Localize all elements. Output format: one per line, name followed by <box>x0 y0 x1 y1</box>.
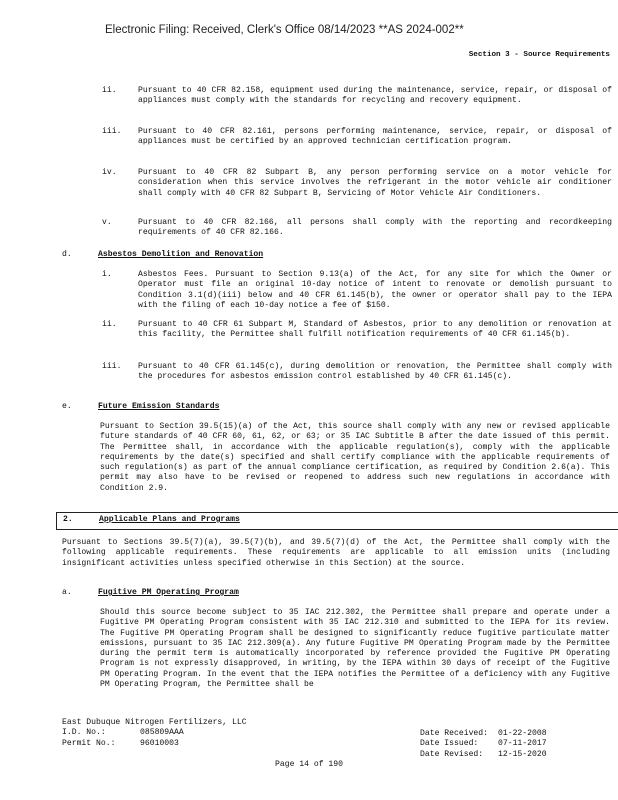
date-issued-row <box>420 739 547 749</box>
permit-number-row <box>62 739 247 749</box>
section-letter: a. <box>62 588 72 597</box>
section-number: 2. <box>63 515 73 524</box>
item-text: Pursuant to 40 CFR 82.158, equipment used during the maintenance, service, repair, or disposal of appliances must comply with the standards for recycling and recovery equipment. <box>138 86 612 106</box>
item-text: Pursuant to 40 CFR 82.161, persons performing maintenance, service, repair, or disposal of appliances must be certified by an approved technician certification program. <box>138 127 612 147</box>
item-number: iii. <box>102 362 122 371</box>
section-letter: d. <box>62 250 72 259</box>
section-a-text: Should this source become subject to 35 IAC 212.302, the Permittee shall prepare and operate under a Fugitive PM Operating Program consistent with 35 IAC 212.310 and submitted to the IEPA for its review. The Fugitive PM Operating Program shall be designed to significantly reduce fugitive particulate matter emissions, pursuant to 35 IAC 212.309(a). Any future Fugitive PM Operating Program made by the Permittee during the permit term is automatically incorporated by reference provided the Fugitive PM Operating Program is not expressly disapproved, in writing, by the IEPA within 30 days of receipt of the Fugitive PM Operating Program. In the event that the IEPA notifies the Permittee of a deficiency with any Fugitive PM Operating Program, the Permittee shall be <box>100 608 610 690</box>
id-number-row <box>62 728 247 738</box>
date-revised-value: 12-15-2020 <box>498 749 547 759</box>
filing-stamp: Electronic Filing: Received, Clerk's Office 08/14/2023 **AS 2024-002** <box>105 24 464 36</box>
item-text: Pursuant to 40 CFR 82.166, all persons shall comply with the reporting and recordkeeping requirements of 40 CFR 82.166. <box>138 218 612 238</box>
item-number: i. <box>102 270 112 279</box>
item-number: iii. <box>102 127 122 136</box>
section-header: Section 3 - Source Requirements <box>468 51 610 59</box>
section-title: Future Emission Standards <box>98 402 220 411</box>
section-2-box <box>56 512 618 530</box>
item-number: ii. <box>102 320 117 329</box>
section-title: Fugitive PM Operating Program <box>98 588 239 597</box>
item-number: ii. <box>102 86 117 95</box>
date-revised-row <box>420 750 547 760</box>
permit-value: 96010003 <box>140 738 179 748</box>
item-number: iv. <box>102 168 117 177</box>
page-number: Page 14 of 190 <box>275 760 343 769</box>
item-text: Pursuant to 40 CFR 82 Subpart B, any person performing service on a motor vehicle for consideration when this service involves the refrigerant in the motor vehicle air conditioner shall comply with 40 CFR 82 Subpart B, Servicing of Motor Vehicle Air Conditioners. <box>138 168 612 198</box>
company-name: East Dubuque Nitrogen Fertilizers, LLC <box>62 718 247 727</box>
date-received-value: 01-22-2008 <box>498 729 547 738</box>
section-2-intro: Pursuant to Sections 39.5(7)(a), 39.5(7)(b), and 39.5(7)(d) of the Act, the Permittee shall comply with the following applicable requirements. These requirements are applicable to all emission units (including insignificant activities unless specified otherwise in this Section) at the source. <box>62 538 610 568</box>
id-label: I.D. No.: <box>62 728 106 738</box>
item-text: Pursuant to 40 CFR 61 Subpart M, Standard of Asbestos, prior to any demolition or renovation at this facility, the Permittee shall fulfill notification requirements of 40 CFR 61.145(b). <box>138 320 612 340</box>
id-value: 085809AAA <box>140 728 184 738</box>
section-title: Asbestos Demolition and Renovation <box>98 250 264 259</box>
footer-permit-info <box>62 718 247 749</box>
date-received-label: Date Received: <box>420 729 488 738</box>
permit-label: Permit No.: <box>62 738 116 748</box>
date-received-row <box>420 729 547 739</box>
item-number: v. <box>102 218 112 227</box>
footer-dates <box>420 729 547 760</box>
date-issued-value: 07-11-2017 <box>498 739 547 749</box>
date-issued-label: Date Issued: <box>420 739 479 749</box>
section-e-text: Pursuant to Section 39.5(15)(a) of the Act, this source shall comply with any new or revised applicable future standards of 40 CFR 60, 61, 62, or 63; or 35 IAC Subtitle B after the date issued of this permit. The Permittee shall, in accordance with the applicable regulation(s), comply with the applicable requirements by the date(s) specified and shall certify compliance with the applicable requirements of such regulation(s) as part of the annual compliance certification, as required by Condition 2.6(a). This permit may also have to be revised or reopened to address such new regulations in accordance with Condition 2.9. <box>100 422 610 493</box>
date-revised-label: Date Revised: <box>420 749 484 759</box>
section-title: Applicable Plans and Programs <box>99 515 240 524</box>
item-text: Asbestos Fees. Pursuant to Section 9.13(a) of the Act, for any site for which the Owner or Operator must file an original 10-day notice of intent to renovate or demolish pursuant to Condition 3.1(d)(iii) below and 40 CFR 61.145(b), the owner or operator shall pay to the IEPA with the filing of each 10-day notice a fee of $150. <box>138 270 612 310</box>
item-text: Pursuant to 40 CFR 61.145(c), during demolition or renovation, the Permittee shall comply with the procedures for asbestos emission control established by 40 CFR 61.145(c). <box>138 362 612 382</box>
section-letter: e. <box>62 402 72 411</box>
